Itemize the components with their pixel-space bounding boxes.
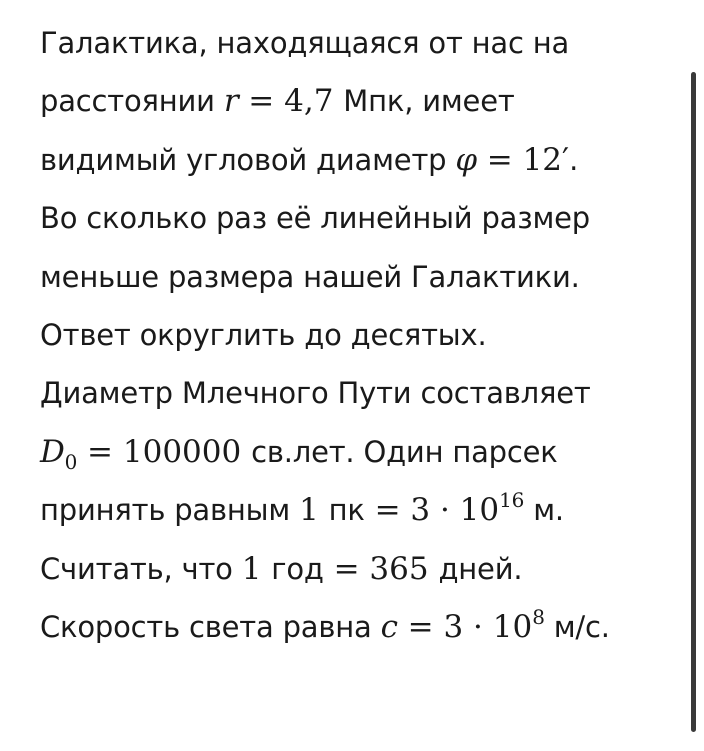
unit-text: год	[271, 551, 324, 586]
math-variable-c: c	[380, 608, 398, 645]
math-expression: = 4,7	[238, 83, 344, 120]
text-span: .	[569, 142, 579, 177]
text-line-10	[40, 540, 680, 598]
math-expression: 1	[241, 550, 272, 587]
text-line-2	[40, 72, 680, 130]
text-span: дней.	[438, 551, 523, 586]
text-span: Галактика, находящаяся от нас на	[40, 26, 570, 60]
text-span: Считать, что	[40, 551, 242, 586]
math-expression: = 12′	[476, 141, 570, 178]
text-span: расстоянии	[40, 84, 224, 119]
unit-text: пк	[328, 493, 365, 528]
text-span: св.лет. Один парсек	[251, 434, 558, 469]
text-line-3	[40, 131, 680, 189]
text-line-11	[40, 598, 680, 656]
text-line-5	[40, 248, 680, 306]
math-expression: = 100000	[77, 433, 252, 470]
text-span: м/с.	[544, 609, 610, 644]
text-span: м.	[524, 493, 564, 528]
math-expression: = 3 · 10	[397, 608, 533, 645]
math-exponent: 16	[499, 488, 525, 513]
text-span: Диаметр Млечного Пути составляет	[40, 376, 591, 411]
text-line-7	[40, 364, 680, 422]
math-variable-d: D	[40, 433, 65, 470]
text-span: Мпк, имеет	[343, 84, 515, 119]
scrollbar[interactable]	[691, 72, 696, 732]
math-variable-r: r	[223, 83, 239, 120]
text-span: меньше размера нашей Галактики.	[40, 259, 580, 294]
text-line-1	[40, 14, 680, 72]
text-span: Ответ округлить до десятых.	[40, 317, 487, 352]
text-span: принять равным	[40, 493, 300, 528]
math-subscript: 0	[64, 449, 78, 474]
math-expression: 1	[299, 492, 329, 529]
text-line-9	[40, 481, 680, 539]
math-exponent: 8	[532, 605, 545, 630]
text-span: Во сколько раз её линейный размер	[40, 201, 590, 236]
text-line-4	[40, 189, 680, 247]
text-span: Скорость света равна	[40, 609, 381, 644]
problem-text	[40, 14, 680, 656]
math-expression: = 3 · 10	[364, 492, 500, 529]
text-span: видимый угловой диаметр	[40, 142, 456, 177]
text-line-8	[40, 423, 680, 481]
math-variable-phi: φ	[455, 141, 477, 178]
text-line-6	[40, 306, 680, 364]
math-expression: = 365	[323, 550, 439, 587]
